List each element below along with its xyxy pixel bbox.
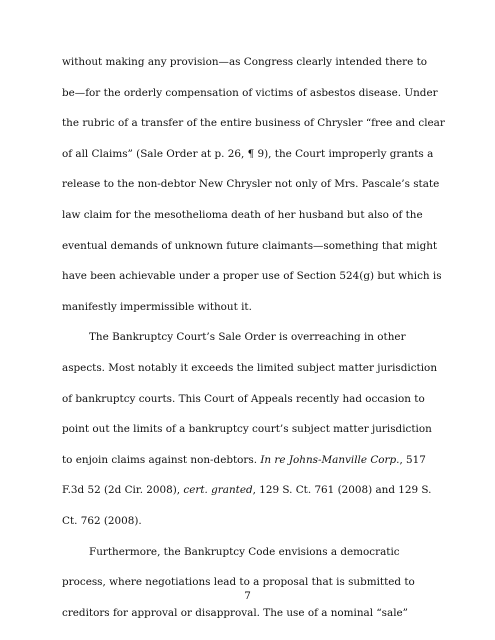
line-text: , 517 [399,453,426,466]
line-text: aspects. Most notably it exceeds the limited subject matter jurisdiction [62,361,438,374]
line-text: of bankruptcy courts. This Court of Appeals recently had occasion to [62,392,425,405]
line-text: F.3d 52 (2d Cir. 2008), [62,484,184,497]
text-line [62,231,452,262]
text-line [62,200,452,231]
paragraph-first-line [62,322,452,353]
line-text: , 129 S. Ct. 761 (2008) and 129 S. [252,484,432,497]
line-text: The Bankruptcy Court’s Sale Order is overreaching in other [89,331,406,344]
line-text: without making any provision—as Congress clearly intended there to [62,56,428,68]
text-line [62,353,452,384]
text-line [62,475,452,506]
line-text: of all Claims” (Sale Order at p. 26, ¶ 9), the Court improperly grants a [62,147,434,160]
text-line [62,47,452,78]
line-text: Ct. 762 (2008). [62,514,142,527]
line-text: release to the non-debtor New Chrysler not only of Mrs. Pascale’s state [62,178,440,191]
text-line [62,261,452,292]
citation-signal: cert. granted [183,484,253,497]
case-citation: In re Johns-Manville Corp. [260,453,400,466]
line-text: eventual demands of unknown future claimants—something that might [62,239,438,252]
text-line [62,169,452,200]
text-line [62,384,452,415]
line-text: have been achievable under a proper use of Section 524(g) but which is [62,270,442,283]
line-text: creditors for approval or disapproval. The use of a nominal “sale” [62,606,408,619]
text-line [62,445,452,476]
paragraph-first-line [62,537,452,568]
line-text: be—for the orderly compensation of victims of asbestos disease. Under [62,86,438,99]
text-line [62,78,452,109]
text-line [62,139,452,170]
page-number: 7 [244,590,251,602]
line-text: process, where negotiations lead to a proposal that is submitted to [62,576,415,589]
line-text: Furthermore, the Bankruptcy Code envisions a democratic [89,545,400,558]
body-text [62,47,452,628]
line-text: manifestly impermissible without it. [62,300,252,313]
text-line [62,108,452,139]
line-text: to enjoin claims against non-debtors. [62,453,261,466]
text-line [62,414,452,445]
text-line [62,292,452,323]
line-text: the rubric of a transfer of the entire business of Chrysler “free and clear [62,117,445,130]
line-text: law claim for the mesothelioma death of her husband but also of the [62,208,423,221]
text-line [62,506,452,537]
line-text: point out the limits of a bankruptcy court’s subject matter jurisdiction [62,423,432,436]
